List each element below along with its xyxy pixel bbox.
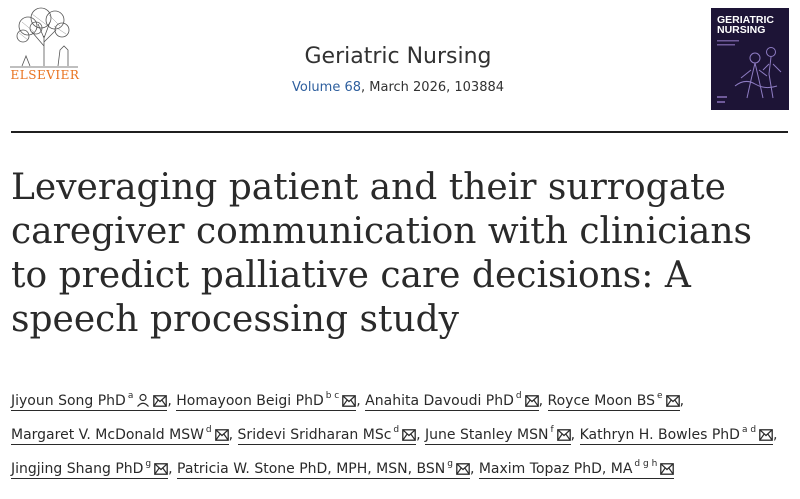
author-name: Jingjing Shang PhD bbox=[11, 461, 144, 477]
author-link[interactable] bbox=[177, 461, 470, 479]
email-icon bbox=[342, 390, 356, 417]
author-link[interactable] bbox=[176, 393, 356, 411]
email-icon bbox=[759, 424, 773, 451]
issue-details: , March 2026, 103884 bbox=[361, 80, 505, 95]
publisher-name: ELSEVIER bbox=[10, 68, 80, 82]
author-name: Kathryn H. Bowles PhD bbox=[579, 427, 740, 443]
cover-title-line2: NURSING bbox=[717, 24, 766, 36]
author-entry bbox=[11, 393, 172, 411]
affiliation-marker: g bbox=[145, 459, 152, 469]
author-entry bbox=[177, 461, 474, 479]
affiliation-marker: g bbox=[447, 459, 453, 469]
author-name: Homayoon Beigi PhD bbox=[176, 393, 324, 409]
affiliation-marker: d bbox=[205, 425, 212, 435]
author-link[interactable] bbox=[580, 427, 773, 445]
author-separator: , bbox=[679, 393, 685, 409]
affiliation-marker: d g h bbox=[634, 459, 658, 469]
email-icon bbox=[402, 424, 416, 451]
journal-title[interactable]: Geriatric Nursing bbox=[304, 44, 492, 69]
affiliation-marker: b c bbox=[325, 391, 340, 401]
author-entry bbox=[479, 461, 674, 479]
author-link[interactable] bbox=[548, 393, 680, 411]
author-entry bbox=[11, 427, 233, 445]
author-entry bbox=[548, 393, 685, 411]
author-link[interactable] bbox=[11, 461, 168, 479]
email-icon bbox=[557, 424, 571, 451]
author-separator: , bbox=[167, 393, 172, 409]
author-name: Patricia W. Stone PhD, MPH, MSN, BSN bbox=[177, 461, 446, 477]
author-separator: , bbox=[538, 393, 544, 409]
author-link[interactable] bbox=[238, 427, 417, 445]
author-name: Margaret V. McDonald MSW bbox=[11, 427, 204, 443]
author-link[interactable] bbox=[365, 393, 538, 411]
affiliation-marker: a d bbox=[741, 425, 757, 435]
author-name: Anahita Davoudi PhD bbox=[365, 393, 514, 409]
elsevier-tree-logo bbox=[8, 6, 80, 70]
author-entry bbox=[425, 427, 575, 445]
cover-illustration bbox=[711, 8, 789, 110]
article-title: Leveraging patient and their surrogate caregiver communication with clinicians to predict palliative care decisions: A speech processing study bbox=[11, 167, 753, 340]
person-icon bbox=[136, 390, 150, 417]
author-separator: , bbox=[416, 427, 421, 443]
author-link[interactable] bbox=[479, 461, 674, 479]
cover-title-line1: GERIATRIC bbox=[717, 14, 774, 26]
volume-link[interactable]: Volume 68 bbox=[291, 80, 362, 95]
affiliation-marker: a bbox=[127, 391, 134, 401]
journal-cover[interactable] bbox=[711, 8, 789, 110]
email-icon bbox=[666, 390, 680, 417]
author-entry bbox=[176, 393, 360, 411]
affiliation-marker: d bbox=[515, 391, 522, 401]
email-icon bbox=[153, 390, 167, 417]
email-icon bbox=[525, 390, 539, 417]
author-separator: , bbox=[168, 461, 173, 477]
author-list bbox=[11, 383, 796, 485]
author-separator: , bbox=[356, 393, 361, 409]
author-link[interactable] bbox=[425, 427, 571, 445]
author-entry bbox=[365, 393, 543, 411]
email-icon bbox=[456, 458, 470, 485]
email-icon bbox=[660, 458, 674, 485]
author-separator: , bbox=[773, 427, 778, 443]
author-name: June Stanley MSN bbox=[425, 427, 549, 443]
author-link[interactable] bbox=[11, 393, 167, 411]
author-name: Royce Moon BS bbox=[547, 393, 656, 409]
author-name: Jiyoun Song PhD bbox=[11, 393, 126, 409]
author-separator: , bbox=[469, 461, 475, 477]
author-link[interactable] bbox=[11, 427, 229, 445]
affiliation-marker: f bbox=[550, 425, 554, 435]
email-icon bbox=[215, 424, 229, 451]
author-entry bbox=[11, 461, 173, 479]
author-name: Maxim Topaz PhD, MA bbox=[478, 461, 633, 477]
affiliation-marker: d bbox=[393, 425, 400, 435]
author-entry bbox=[580, 427, 778, 445]
header-divider bbox=[11, 131, 788, 133]
author-separator: , bbox=[228, 427, 234, 443]
issue-info bbox=[200, 80, 596, 95]
affiliation-marker: e bbox=[657, 391, 663, 401]
author-separator: , bbox=[570, 427, 576, 443]
email-icon bbox=[154, 458, 168, 485]
author-entry bbox=[238, 427, 421, 445]
author-name: Sridevi Sridharan MSc bbox=[237, 427, 392, 443]
